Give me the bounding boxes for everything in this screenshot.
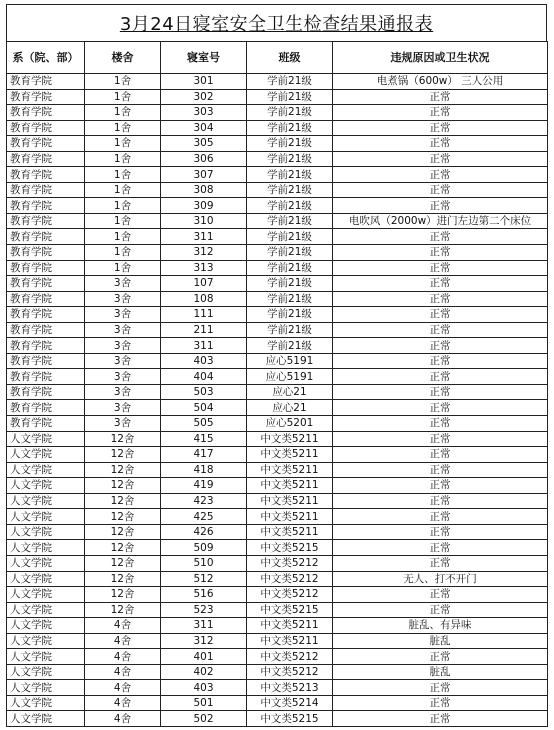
cell-status: 脏乱 [333,633,548,649]
table-body [7,74,548,727]
report-sheet [6,4,547,727]
cell-building: 1舍 [85,89,161,105]
cell-room: 211 [161,322,247,338]
cell-building: 1舍 [85,167,161,183]
cell-class: 应心5201 [247,416,333,432]
cell-room: 423 [161,493,247,509]
cell-class: 中文类5212 [247,664,333,680]
cell-department: 人文学院 [7,524,85,540]
report-title: 3月24日寝室安全卫生检查结果通报表 [119,14,434,35]
cell-department: 人文学院 [7,509,85,525]
cell-room: 403 [161,680,247,696]
cell-room: 310 [161,213,247,229]
cell-status: 正常 [333,602,548,618]
cell-class: 学前21级 [247,89,333,105]
cell-building: 12舍 [85,447,161,463]
table-row [7,602,548,618]
cell-department: 人文学院 [7,478,85,494]
cell-class: 学前21级 [247,245,333,261]
cell-building: 12舍 [85,524,161,540]
cell-department: 人文学院 [7,540,85,556]
cell-department: 人文学院 [7,680,85,696]
cell-status: 正常 [333,540,548,556]
cell-room: 512 [161,571,247,587]
cell-status: 正常 [333,338,548,354]
cell-department: 人文学院 [7,555,85,571]
cell-class: 中文类5212 [247,587,333,603]
cell-department: 人文学院 [7,447,85,463]
header-class: 班级 [247,42,333,74]
cell-status: 正常 [333,307,548,323]
cell-room: 501 [161,695,247,711]
cell-building: 3舍 [85,322,161,338]
cell-status: 正常 [333,229,548,245]
header-status: 违规原因或卫生状况 [333,42,548,74]
table-row [7,416,548,432]
cell-class: 学前21级 [247,198,333,214]
cell-class: 学前21级 [247,291,333,307]
cell-class: 中文类5211 [247,478,333,494]
cell-status: 正常 [333,198,548,214]
cell-status: 正常 [333,478,548,494]
cell-building: 4舍 [85,711,161,727]
cell-department: 教育学院 [7,400,85,416]
cell-building: 3舍 [85,276,161,292]
cell-building: 12舍 [85,555,161,571]
cell-department: 教育学院 [7,229,85,245]
table-row [7,695,548,711]
cell-department: 教育学院 [7,369,85,385]
cell-building: 1舍 [85,182,161,198]
cell-department: 人文学院 [7,633,85,649]
cell-status: 正常 [333,462,548,478]
cell-class: 中文类5215 [247,540,333,556]
cell-class: 应心5191 [247,353,333,369]
cell-room: 504 [161,400,247,416]
cell-status: 正常 [333,322,548,338]
cell-room: 510 [161,555,247,571]
cell-building: 3舍 [85,353,161,369]
cell-status: 正常 [333,167,548,183]
cell-class: 中文类5211 [247,509,333,525]
cell-status: 正常 [333,680,548,696]
cell-building: 3舍 [85,291,161,307]
cell-department: 教育学院 [7,198,85,214]
cell-building: 1舍 [85,198,161,214]
cell-class: 学前21级 [247,105,333,121]
cell-building: 1舍 [85,120,161,136]
cell-department: 人文学院 [7,431,85,447]
table-row [7,649,548,665]
cell-department: 人文学院 [7,571,85,587]
cell-room: 313 [161,260,247,276]
cell-class: 中文类5211 [247,524,333,540]
cell-department: 教育学院 [7,105,85,121]
cell-status: 正常 [333,649,548,665]
cell-building: 12舍 [85,540,161,556]
table-row [7,711,548,727]
cell-room: 417 [161,447,247,463]
cell-building: 12舍 [85,462,161,478]
cell-room: 312 [161,245,247,261]
table-row [7,74,548,90]
cell-department: 教育学院 [7,213,85,229]
cell-class: 中文类5211 [247,493,333,509]
cell-department: 教育学院 [7,416,85,432]
header-row [7,42,548,74]
table-row [7,478,548,494]
cell-building: 4舍 [85,695,161,711]
cell-class: 中文类5211 [247,431,333,447]
inspection-table [6,41,548,727]
cell-department: 人文学院 [7,587,85,603]
cell-class: 学前21级 [247,120,333,136]
cell-status: 电吹风（2000w）进门左边第二个床位 [333,213,548,229]
header-building: 楼舍 [85,42,161,74]
table-row [7,260,548,276]
cell-department: 教育学院 [7,338,85,354]
cell-room: 306 [161,151,247,167]
cell-department: 教育学院 [7,167,85,183]
cell-department: 人文学院 [7,649,85,665]
cell-class: 中文类5211 [247,618,333,634]
table-row [7,369,548,385]
table-row [7,291,548,307]
cell-building: 12舍 [85,587,161,603]
cell-class: 中文类5212 [247,555,333,571]
cell-department: 教育学院 [7,89,85,105]
cell-building: 1舍 [85,260,161,276]
cell-class: 中文类5211 [247,447,333,463]
cell-building: 12舍 [85,431,161,447]
cell-status: 正常 [333,509,548,525]
cell-room: 311 [161,229,247,245]
table-row [7,89,548,105]
cell-building: 1舍 [85,136,161,152]
cell-room: 305 [161,136,247,152]
cell-room: 309 [161,198,247,214]
cell-class: 学前21级 [247,136,333,152]
cell-building: 1舍 [85,74,161,90]
table-row [7,105,548,121]
cell-class: 中文类5212 [247,571,333,587]
table-row [7,493,548,509]
cell-room: 308 [161,182,247,198]
cell-building: 12舍 [85,478,161,494]
cell-status: 正常 [333,353,548,369]
cell-room: 403 [161,353,247,369]
table-row [7,213,548,229]
table-row [7,182,548,198]
cell-department: 人文学院 [7,602,85,618]
cell-room: 402 [161,664,247,680]
cell-room: 301 [161,74,247,90]
cell-status: 正常 [333,493,548,509]
table-row [7,151,548,167]
cell-status: 正常 [333,447,548,463]
table-row [7,322,548,338]
cell-status: 无人、打不开门 [333,571,548,587]
cell-building: 12舍 [85,509,161,525]
cell-status: 正常 [333,400,548,416]
header-department: 系（院、部） [7,42,85,74]
table-row [7,229,548,245]
table-row [7,462,548,478]
cell-building: 1舍 [85,213,161,229]
cell-department: 教育学院 [7,276,85,292]
cell-room: 503 [161,384,247,400]
cell-class: 学前21级 [247,151,333,167]
cell-status: 正常 [333,524,548,540]
cell-department: 人文学院 [7,695,85,711]
cell-department: 教育学院 [7,120,85,136]
cell-room: 304 [161,120,247,136]
cell-status: 正常 [333,587,548,603]
cell-class: 学前21级 [247,338,333,354]
cell-status: 正常 [333,105,548,121]
cell-department: 人文学院 [7,664,85,680]
table-row [7,307,548,323]
cell-building: 4舍 [85,633,161,649]
cell-room: 401 [161,649,247,665]
cell-class: 中文类5212 [247,649,333,665]
table-row [7,680,548,696]
table-row [7,571,548,587]
cell-department: 教育学院 [7,182,85,198]
cell-department: 教育学院 [7,245,85,261]
cell-class: 应心21 [247,400,333,416]
cell-building: 4舍 [85,680,161,696]
table-row [7,618,548,634]
cell-department: 教育学院 [7,74,85,90]
cell-building: 4舍 [85,618,161,634]
cell-room: 111 [161,307,247,323]
cell-department: 人文学院 [7,462,85,478]
cell-building: 4舍 [85,664,161,680]
cell-room: 108 [161,291,247,307]
cell-class: 学前21级 [247,276,333,292]
cell-status: 正常 [333,182,548,198]
cell-status: 电煮锅（600w） 三人公用 [333,74,548,90]
table-row [7,245,548,261]
cell-status: 正常 [333,291,548,307]
cell-status: 正常 [333,89,548,105]
cell-department: 教育学院 [7,307,85,323]
cell-room: 302 [161,89,247,105]
cell-room: 426 [161,524,247,540]
cell-department: 人文学院 [7,711,85,727]
table-row [7,447,548,463]
cell-building: 12舍 [85,493,161,509]
cell-class: 学前21级 [247,260,333,276]
cell-class: 应心21 [247,384,333,400]
table-row [7,633,548,649]
cell-status: 正常 [333,260,548,276]
title-row [6,4,547,41]
table-row [7,587,548,603]
cell-class: 学前21级 [247,74,333,90]
cell-room: 312 [161,633,247,649]
table-row [7,353,548,369]
cell-class: 中文类5215 [247,711,333,727]
cell-building: 1舍 [85,229,161,245]
cell-status: 正常 [333,431,548,447]
table-row [7,509,548,525]
cell-status: 正常 [333,136,548,152]
cell-department: 教育学院 [7,353,85,369]
cell-department: 教育学院 [7,322,85,338]
cell-department: 教育学院 [7,151,85,167]
cell-status: 脏乱、有异味 [333,618,548,634]
cell-class: 应心5191 [247,369,333,385]
cell-room: 307 [161,167,247,183]
table-row [7,384,548,400]
cell-building: 3舍 [85,384,161,400]
table-row [7,136,548,152]
cell-room: 311 [161,338,247,354]
cell-department: 教育学院 [7,291,85,307]
table-row [7,198,548,214]
cell-class: 学前21级 [247,229,333,245]
cell-building: 4舍 [85,649,161,665]
cell-class: 中文类5211 [247,462,333,478]
table-row [7,664,548,680]
cell-building: 12舍 [85,602,161,618]
cell-class: 中文类5211 [247,633,333,649]
cell-room: 505 [161,416,247,432]
table-row [7,338,548,354]
cell-class: 学前21级 [247,213,333,229]
cell-class: 学前21级 [247,167,333,183]
cell-department: 教育学院 [7,384,85,400]
cell-department: 人文学院 [7,493,85,509]
table-row [7,555,548,571]
cell-room: 502 [161,711,247,727]
cell-class: 中文类5215 [247,602,333,618]
cell-room: 425 [161,509,247,525]
cell-status: 脏乱 [333,664,548,680]
cell-department: 教育学院 [7,260,85,276]
cell-building: 1舍 [85,151,161,167]
cell-room: 404 [161,369,247,385]
cell-building: 3舍 [85,307,161,323]
cell-status: 正常 [333,416,548,432]
table-row [7,276,548,292]
cell-building: 3舍 [85,416,161,432]
table-row [7,167,548,183]
cell-status: 正常 [333,120,548,136]
header-room: 寝室号 [161,42,247,74]
cell-status: 正常 [333,245,548,261]
cell-room: 415 [161,431,247,447]
cell-department: 人文学院 [7,618,85,634]
cell-room: 107 [161,276,247,292]
cell-class: 学前21级 [247,322,333,338]
cell-status: 正常 [333,384,548,400]
cell-class: 学前21级 [247,307,333,323]
cell-status: 正常 [333,369,548,385]
table-row [7,540,548,556]
cell-status: 正常 [333,695,548,711]
cell-status: 正常 [333,276,548,292]
cell-class: 学前21级 [247,182,333,198]
cell-room: 303 [161,105,247,121]
cell-room: 523 [161,602,247,618]
cell-room: 311 [161,618,247,634]
cell-room: 516 [161,587,247,603]
cell-status: 正常 [333,151,548,167]
cell-room: 509 [161,540,247,556]
cell-building: 1舍 [85,105,161,121]
cell-class: 中文类5214 [247,695,333,711]
cell-building: 3舍 [85,369,161,385]
table-row [7,431,548,447]
table-row [7,524,548,540]
cell-status: 正常 [333,711,548,727]
cell-class: 中文类5213 [247,680,333,696]
cell-status: 正常 [333,555,548,571]
cell-room: 418 [161,462,247,478]
cell-building: 3舍 [85,338,161,354]
table-row [7,400,548,416]
cell-building: 12舍 [85,571,161,587]
cell-department: 教育学院 [7,136,85,152]
cell-building: 3舍 [85,400,161,416]
cell-building: 1舍 [85,245,161,261]
table-row [7,120,548,136]
cell-room: 419 [161,478,247,494]
